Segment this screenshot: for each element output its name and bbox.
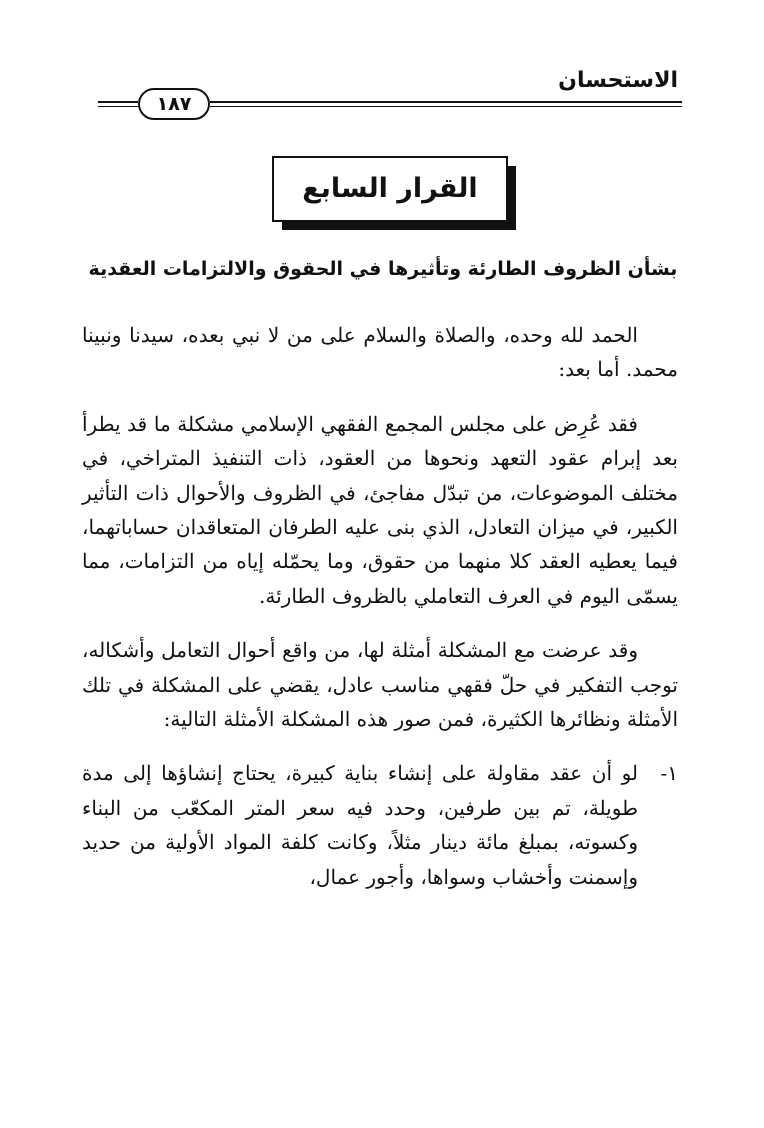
decision-subtitle: بشأن الظروف الطارئة وتأثيرها في الحقوق والالتزامات العقدية: [88, 258, 678, 280]
list-item-text: لو أن عقد مقاولة على إنشاء بناية كبيرة، يحتاج إنشاؤها إلى مدة طويلة، تم بين طرفين، وحدد فيه سعر المتر المكعّب من البناء وكسوته، بمبلغ مائة دينار مثلاً، وكانت كلفة المواد الأولية من حديد وإسمنت وأخشاب وسواها، وأجور عمال،: [82, 761, 638, 889]
rule-line: [98, 101, 138, 103]
header-rule: [98, 88, 682, 120]
page-number: ١٨٧: [138, 88, 210, 120]
paragraph: وقد عرضت مع المشكلة أمثلة لها، من واقع أحوال التعامل وأشكاله، توجب التفكير في حلّ فقهي مناسب عادل، يقضي على المشكلة في تلك الأمثلة ونظائرها الكثيرة، فمن صور هذه المشكلة الأمثلة التالية:: [82, 638, 678, 732]
running-header: الاستحسان: [558, 68, 678, 93]
rule-line: [98, 106, 138, 107]
rule-line: [210, 106, 682, 107]
body-text: [82, 318, 678, 894]
paragraph: فقد عُرِض على مجلس المجمع الفقهي الإسلامي مشكلة ما قد يطرأ بعد إبرام عقود التعهد ونحوها من العقود، ذات التنفيذ المتراخي، في مختلف الموضوعات، من تبدّل مفاجئ، في الظروف والأحوال ذات التأثير الكبير، في ميزان التعادل، الذي بنى عليه الطرفان المتعاقدان حساباتهما، فيما يعطيه العقد كلا منهما من حقوق، وما يحمّله إياه من التزامات، مما يسمّى اليوم في العرف التعاملي بالظروف الطارئة.: [82, 411, 678, 608]
list-item-number: ١-: [660, 761, 678, 786]
paragraph: الحمد لله وحده، والصلاة والسلام على من لا نبي بعده، سيدنا ونبينا محمد. أما بعد:: [82, 323, 678, 382]
list-item: [82, 756, 678, 894]
rule-line: [210, 101, 682, 103]
decision-title: القرار السابع: [272, 156, 508, 222]
decision-title-frame: [272, 156, 516, 232]
